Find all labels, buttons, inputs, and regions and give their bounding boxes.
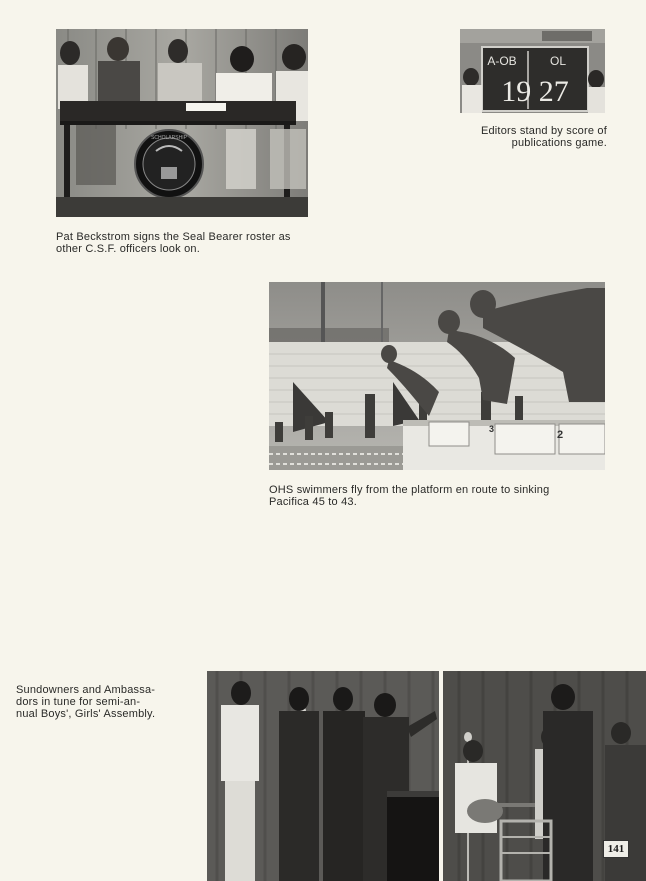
csf-officers-image bbox=[56, 29, 308, 217]
block-number-b: 2 bbox=[557, 429, 564, 441]
page-number: 141 bbox=[603, 840, 629, 858]
assembly-singers-image bbox=[207, 671, 439, 881]
assembly-singers-photo bbox=[207, 671, 439, 881]
editors-caption: Editors stand by score of publications game. bbox=[480, 125, 607, 149]
scoreboard-score: 19 27 bbox=[501, 75, 569, 108]
csf-caption: Pat Beckstrom signs the Seal Bearer roster as other C.S.F. officers look on. bbox=[56, 231, 291, 255]
swimmers-caption: OHS swimmers fly from the platform en route to sinking Pacifica 45 to 43. bbox=[269, 484, 550, 508]
assembly-caption: Sundowners and Ambassa- dors in tune for semi-an- nual Boys', Girls' Assembly. bbox=[16, 684, 156, 720]
swimmers-photo bbox=[269, 282, 605, 470]
block-number-a: 3 bbox=[489, 424, 495, 434]
scoreboard-top-right: OL bbox=[549, 54, 567, 68]
swimmers-image bbox=[269, 282, 605, 470]
seal-lettering: SCHOLARSHIP bbox=[151, 135, 187, 141]
editors-image bbox=[460, 29, 605, 113]
editors-photo bbox=[460, 29, 605, 113]
scoreboard-top-left: A-OB bbox=[487, 54, 517, 68]
csf-officers-photo bbox=[56, 29, 308, 217]
